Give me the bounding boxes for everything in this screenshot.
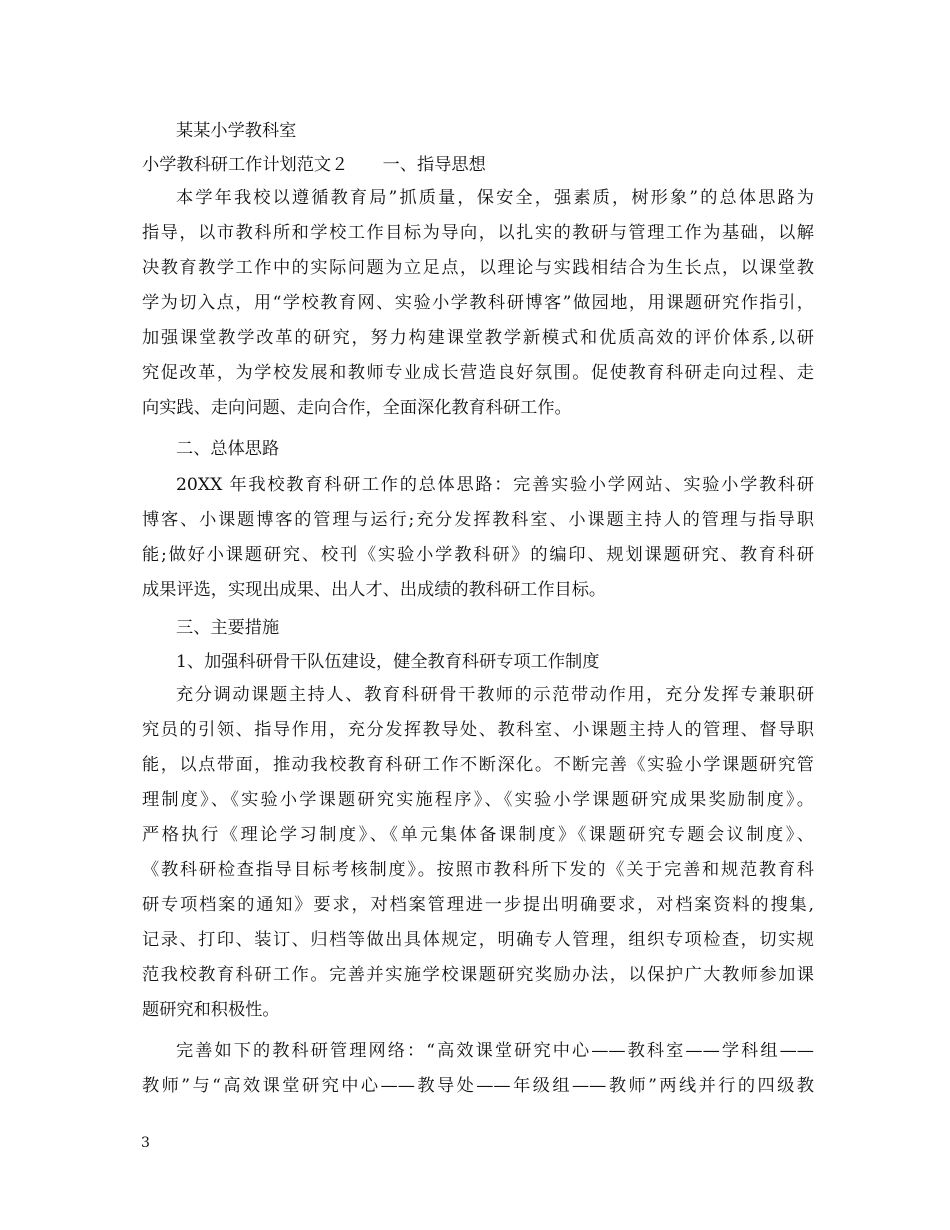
body-line: 博客、小课题博客的管理与运行;充分发挥教科室、小课题主持人的管理与指导职 xyxy=(142,510,814,530)
body-line: 题研究和积极性。 xyxy=(142,1000,280,1020)
body-line: 研专项档案的通知》要求，对档案管理进一步提出明确要求，对档案资料的搜集, xyxy=(142,895,814,915)
body-line: 教师”与“高效课堂研究中心——教导处——年级组——教师”两线并行的四级教 xyxy=(142,1076,814,1096)
body-line: 本学年我校以遵循教育局”抓质量，保安全，强素质，树形象”的总体思路为 xyxy=(176,188,814,208)
body-line: 能;做好小课题研究、校刊《实验小学教科研》的编印、规划课题研究、教育科研 xyxy=(142,545,814,565)
body-line: 20XX 年我校教育科研工作的总体思路：完善实验小学网站、实验小学教科研 xyxy=(176,475,814,495)
body-line: 记录、打印、装订、归档等做出具体规定，明确专人管理，组织专项检查，切实规 xyxy=(142,930,814,950)
body-line: 决教育教学工作中的实际问题为立足点，以理论与实践相结合为生长点，以课堂教 xyxy=(142,258,814,278)
doc-title-heading: 小学教科研工作计划范文２ 一、指导思想 xyxy=(142,155,486,175)
body-line: 究促改革，为学校发展和教师专业成长营造良好氛围。促使教育科研走向过程、走 xyxy=(142,363,814,383)
org-name: 某某小学教科室 xyxy=(176,121,297,141)
body-line: 严格执行《理论学习制度》、《单元集体备课制度》《课题研究专题会议制度》、 xyxy=(142,825,814,845)
subsection-heading: 1、加强科研骨干队伍建设，健全教育科研专项工作制度 xyxy=(176,652,600,672)
body-line: 完善如下的教科研管理网络：“高效课堂研究中心——教科室——学科组—— xyxy=(176,1041,814,1061)
body-line: 究员的引领、指导作用，充分发挥教导处、教科室、小课题主持人的管理、督导职 xyxy=(142,720,814,740)
body-line: 成果评选，实现出成果、出人才、出成绩的教科研工作目标。 xyxy=(142,580,607,600)
body-line: 理制度》、《实验小学课题研究实施程序》、《实验小学课题研究成果奖励制度》。 xyxy=(142,790,814,810)
body-line: 指导，以市教科所和学校工作目标为导向，以扎实的教研与管理工作为基础，以解 xyxy=(142,223,814,243)
section-heading: 三、主要措施 xyxy=(176,618,280,638)
body-line: 向实践、走向问题、走向合作，全面深化教育科研工作。 xyxy=(142,398,572,418)
section-heading: 二、总体思路 xyxy=(176,439,280,459)
body-line: 学为切入点，用“学校教育网、实验小学教科研博客”做园地，用课题研究作指引， xyxy=(142,293,814,313)
page-number: 3 xyxy=(141,1135,150,1151)
body-line: 充分调动课题主持人、教育科研骨干教师的示范带动作用，充分发挥专兼职研 xyxy=(176,685,814,705)
body-line: 加强课堂教学改革的研究，努力构建课堂教学新模式和优质高效的评价体系,以研 xyxy=(142,328,814,348)
body-line: 《教科研检查指导目标考核制度》。按照市教科所下发的《关于完善和规范教育科 xyxy=(142,860,814,880)
body-line: 能，以点带面，推动我校教育科研工作不断深化。不断完善《实验小学课题研究管 xyxy=(142,755,814,775)
body-line: 范我校教育科研工作。完善并实施学校课题研究奖励办法，以保护广大教师参加课 xyxy=(142,965,814,985)
